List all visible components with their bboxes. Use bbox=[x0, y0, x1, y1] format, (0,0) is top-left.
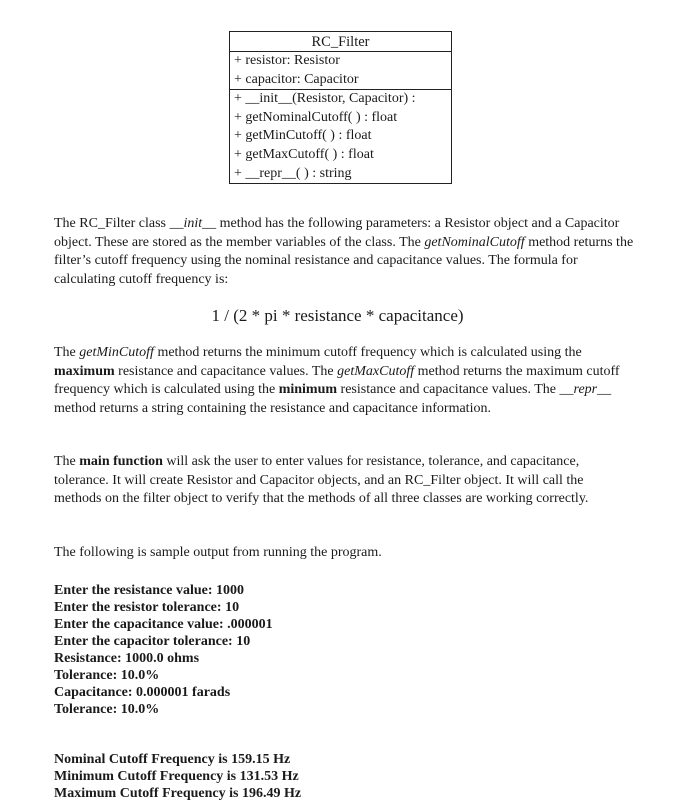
text-bold: main function bbox=[79, 454, 163, 469]
output-line: Minimum Cutoff Frequency is 131.53 Hz bbox=[54, 769, 299, 784]
text-run: method has the following parameters: a Resistor object and a Capacitor object. These are stored as the member variables of the class. The bbox=[54, 216, 620, 250]
text-run: will ask the user to enter values for resistance, tolerance, and capacitance, tolerance. It will create Resistor and Capacitor objects, and an RC_Filter object. It will call the methods on the filter object to verify that the methods of all three classes are working correctly. bbox=[54, 454, 589, 506]
text-run: The bbox=[54, 454, 80, 469]
uml-method: + __repr__( ) : string bbox=[234, 165, 352, 181]
text-run: method returns the minimum cutoff frequency which is calculated using the bbox=[153, 345, 582, 360]
uml-method: + getMaxCutoff( ) : float bbox=[234, 146, 374, 162]
uml-attributes bbox=[230, 52, 451, 90]
uml-methods bbox=[230, 90, 451, 183]
text-italic: getMaxCutoff bbox=[337, 363, 415, 379]
output-line: Tolerance: 10.0% bbox=[54, 668, 160, 683]
output-line: Resistance: 1000.0 ohms bbox=[54, 651, 200, 666]
uml-attribute: + capacitor: Capacitor bbox=[234, 71, 359, 87]
paragraph-main-function bbox=[54, 453, 634, 509]
uml-attribute: + resistor: Resistor bbox=[234, 53, 340, 68]
output-line: Enter the resistor tolerance: 10 bbox=[54, 600, 240, 615]
text-italic: __init__ bbox=[169, 216, 217, 231]
paragraph-min-max-description bbox=[54, 344, 634, 418]
text-bold: minimum bbox=[278, 382, 338, 397]
text-italic: getNominalCutoff bbox=[424, 234, 525, 250]
text-run: method returns a string containing the resistance and capacitance information. bbox=[54, 400, 491, 416]
sample-output-inputs bbox=[54, 582, 273, 718]
formula-text: 1 / (2 * pi * resistance * capacitance) bbox=[211, 306, 464, 325]
text-run: method returns the maximum cutoff frequency which is calculated using the bbox=[54, 363, 620, 397]
text-italic: getMinCutoff bbox=[79, 345, 154, 360]
text-run: method returns the filter’s cutoff frequency using the nominal resistance and capacitance values. The formula for calculating cutoff frequency is: bbox=[54, 234, 634, 287]
uml-method: + __init__(Resistor, Capacitor) : bbox=[234, 91, 416, 107]
sample-output-frequencies bbox=[54, 751, 301, 802]
paragraph-sample-output-intro: The following is sample output from running the program. bbox=[54, 545, 382, 560]
text-run: resistance and capacitance values. The bbox=[337, 382, 560, 397]
output-line: Enter the capacitance value: .000001 bbox=[54, 617, 273, 632]
cutoff-formula bbox=[0, 306, 675, 326]
uml-method: + getNominalCutoff( ) : float bbox=[234, 109, 398, 125]
uml-class-diagram bbox=[229, 31, 452, 184]
text-run: The bbox=[54, 345, 80, 360]
uml-class-name: RC_Filter bbox=[230, 32, 451, 52]
output-line: Nominal Cutoff Frequency is 159.15 Hz bbox=[54, 752, 291, 767]
output-line: Enter the capacitor tolerance: 10 bbox=[54, 634, 251, 649]
output-line: Enter the resistance value: 1000 bbox=[54, 583, 245, 598]
paragraph-init-description bbox=[54, 215, 634, 289]
text-italic: __repr__ bbox=[559, 382, 612, 397]
text-run: resistance and capacitance values. The bbox=[114, 363, 338, 379]
uml-method: + getMinCutoff( ) : float bbox=[234, 128, 372, 144]
output-line: Maximum Cutoff Frequency is 196.49 Hz bbox=[54, 786, 302, 801]
output-line: Tolerance: 10.0% bbox=[54, 702, 160, 717]
text-run: The RC_Filter class bbox=[54, 216, 170, 231]
text-bold: maximum bbox=[54, 363, 115, 379]
output-line: Capacitance: 0.000001 farads bbox=[54, 685, 231, 700]
